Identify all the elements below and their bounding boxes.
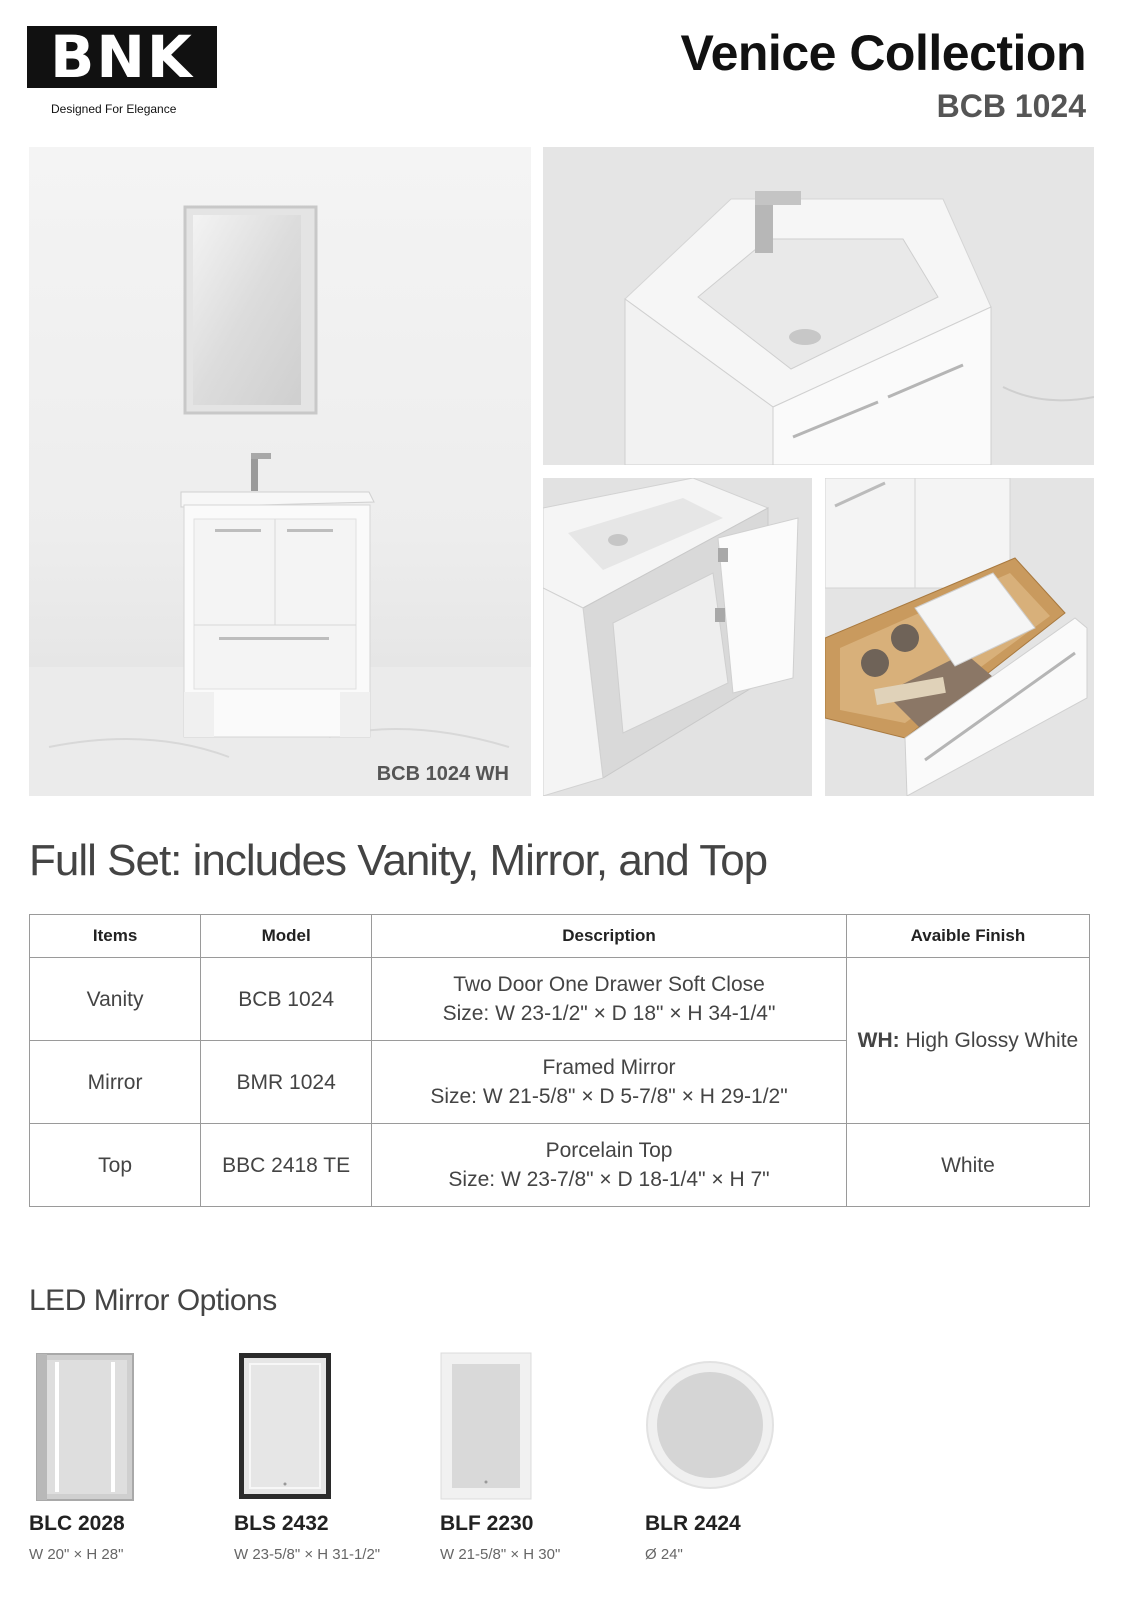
led-mirror-size: W 23-5/8" × H 31-1/2" xyxy=(234,1546,381,1563)
led-mirror-heading: LED Mirror Options xyxy=(29,1284,277,1317)
led-mirror-size: Ø 24" xyxy=(645,1546,683,1563)
cell-description xyxy=(372,1041,847,1124)
cell-item: Top xyxy=(30,1124,201,1207)
led-mirror-name: BLF 2230 xyxy=(440,1512,534,1535)
cell-description xyxy=(372,1124,847,1207)
desc-line-2: Size: W 23-7/8" × D 18-1/4" × H 7" xyxy=(448,1168,770,1191)
brand-tagline: Designed For Elegance xyxy=(51,102,177,116)
main-product-photo xyxy=(29,147,531,796)
full-set-heading: Full Set: includes Vanity, Mirror, and Top xyxy=(29,836,768,885)
header-items: Items xyxy=(30,915,201,958)
led-mirror-card-blf xyxy=(440,1352,640,1602)
desc-line-1: Porcelain Top xyxy=(545,1139,673,1162)
cell-finish-shared xyxy=(846,958,1089,1124)
desc-line-2: Size: W 23-1/2" × D 18" × H 34-1/4" xyxy=(442,1002,776,1025)
main-photo-label: BCB 1024 WH xyxy=(376,763,509,785)
page-model: BCB 1024 xyxy=(936,88,1086,124)
open-drawer-photo xyxy=(825,478,1094,796)
round-led-mirror-image xyxy=(645,1360,775,1490)
page-title: Venice Collection xyxy=(680,25,1086,81)
table-row xyxy=(30,1124,1090,1207)
cell-item: Mirror xyxy=(30,1041,201,1124)
table-row xyxy=(30,958,1090,1041)
brand-logo xyxy=(27,23,217,91)
table-header-row xyxy=(30,915,1090,958)
led-mirror-name: BLC 2028 xyxy=(29,1512,125,1535)
cell-item: Vanity xyxy=(30,958,201,1041)
desc-line-1: Two Door One Drawer Soft Close xyxy=(453,973,765,996)
desc-line-1: Framed Mirror xyxy=(542,1056,676,1079)
cabinet-mirror-image xyxy=(35,1352,135,1502)
cell-finish-top: White xyxy=(846,1124,1089,1207)
cell-model: BMR 1024 xyxy=(201,1041,372,1124)
cell-description xyxy=(372,958,847,1041)
cell-model: BCB 1024 xyxy=(201,958,372,1041)
led-mirror-size: W 21-5/8" × H 30" xyxy=(440,1546,561,1563)
sink-closeup-photo xyxy=(543,147,1094,465)
finish-code: WH: xyxy=(857,1029,900,1052)
led-mirror-card-bls xyxy=(234,1352,434,1602)
header-description: Description xyxy=(372,915,847,958)
logo-text: BNK xyxy=(50,23,194,91)
led-mirror-card-blc xyxy=(29,1352,229,1602)
open-door-photo xyxy=(543,478,812,796)
frameless-led-mirror-image xyxy=(440,1352,532,1500)
desc-line-2: Size: W 21-5/8" × D 5-7/8" × H 29-1/2" xyxy=(430,1085,788,1108)
led-mirror-name: BLS 2432 xyxy=(234,1512,329,1535)
led-mirror-card-blr xyxy=(645,1352,845,1602)
framed-led-mirror-image xyxy=(238,1352,332,1500)
led-mirror-size: W 20" × H 28" xyxy=(29,1546,124,1563)
led-mirror-name: BLR 2424 xyxy=(645,1512,741,1535)
spec-table xyxy=(29,914,1090,1207)
header-finish: Avaible Finish xyxy=(846,915,1089,958)
cell-model: BBC 2418 TE xyxy=(201,1124,372,1207)
finish-text: High Glossy White xyxy=(905,1029,1079,1052)
header-model: Model xyxy=(201,915,372,958)
